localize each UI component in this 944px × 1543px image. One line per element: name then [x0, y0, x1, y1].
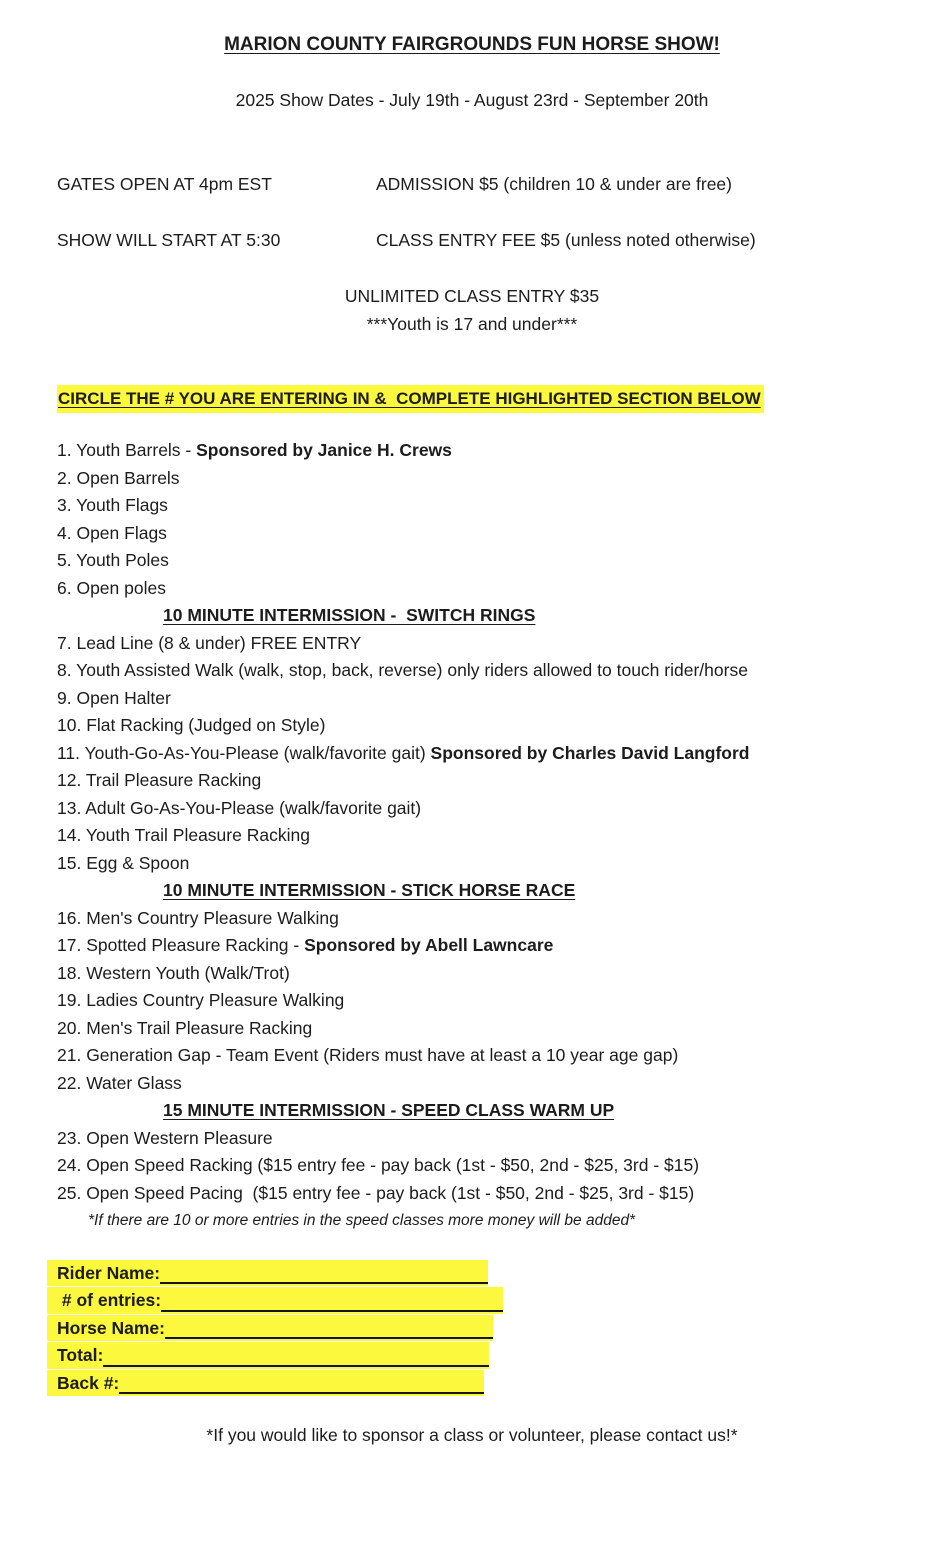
form-field-blank-line — [165, 1315, 493, 1340]
youth-age-line: ***Youth is 17 and under*** — [366, 314, 578, 334]
class-list-item — [57, 1042, 944, 1070]
form-field-row — [47, 1260, 488, 1287]
intermission-text: 15 MINUTE INTERMISSION - SPEED CLASS WARM UP — [163, 1100, 615, 1120]
class-list — [57, 437, 944, 1235]
class-item-text: 10. Flat Racking (Judged on Style) — [57, 715, 326, 735]
class-list-item — [57, 987, 944, 1015]
class-list-item — [57, 932, 944, 960]
flyer-page — [0, 33, 944, 1543]
entry-form — [47, 1260, 944, 1397]
class-list-item — [57, 657, 944, 685]
page-title: MARION COUNTY FAIRGROUNDS FUN HORSE SHOW! — [224, 34, 720, 55]
class-list-item — [57, 960, 944, 988]
form-field-blank-line — [119, 1370, 484, 1395]
form-field-label: Back #: — [57, 1372, 120, 1393]
class-item-text: 13. Adult Go-As-You-Please (walk/favorite gait) — [57, 797, 422, 818]
class-list-item — [57, 685, 944, 713]
class-list-item — [57, 1152, 944, 1180]
class-list-item — [57, 547, 944, 575]
class-list-item — [57, 822, 944, 850]
class-item-text: 8. Youth Assisted Walk (walk, stop, back, reverse) only riders allowed to touch rider/horse — [57, 660, 748, 680]
class-item-text: 17. Spotted Pleasure Racking - — [57, 935, 305, 955]
info-row — [57, 228, 944, 252]
class-list-item — [57, 630, 944, 658]
info-right-cell: CLASS ENTRY FEE $5 (unless noted otherwise) — [376, 230, 756, 250]
class-item-text: 23. Open Western Pleasure — [57, 1127, 273, 1148]
class-item-sponsor: Sponsored by Janice H. Crews — [196, 440, 452, 460]
intermission-heading — [163, 602, 944, 630]
form-field-label: Horse Name: — [57, 1317, 165, 1338]
info-left-cell: SHOW WILL START AT 5:30 — [57, 230, 281, 250]
unlimited-entry-line: UNLIMITED CLASS ENTRY $35 — [344, 286, 600, 306]
class-item-text: 6. Open poles — [57, 577, 166, 598]
form-field-label: # of entries: — [57, 1290, 162, 1310]
footer-note: *If you would like to sponsor a class or volunteer, please contact us!* — [206, 1425, 738, 1445]
class-item-text: 9. Open Halter — [57, 687, 171, 708]
intermission-heading — [163, 877, 944, 905]
info-table — [57, 172, 944, 252]
info-right-cell: ADMISSION $5 (children 10 & under are free) — [376, 174, 732, 194]
class-list-item — [57, 520, 944, 548]
class-list-item — [57, 767, 944, 795]
class-item-text: 19. Ladies Country Pleasure Walking — [57, 990, 345, 1010]
class-list-item — [57, 492, 944, 520]
class-item-text: 15. Egg & Spoon — [57, 852, 190, 873]
form-field-blank-line — [160, 1260, 488, 1285]
class-item-text: 24. Open Speed Racking ($15 entry fee - pay back (1st - $50, 2nd - $25, 3rd - $15) — [57, 1155, 700, 1175]
form-field-label: Rider Name: — [57, 1262, 161, 1283]
info-row — [57, 172, 944, 196]
class-list-item — [57, 850, 944, 878]
class-item-text: 5. Youth Poles — [57, 550, 169, 570]
class-item-text: 4. Open Flags — [57, 522, 167, 543]
class-list-item — [57, 1070, 944, 1098]
class-list-item — [57, 437, 944, 465]
class-list-item — [57, 1015, 944, 1043]
instruction-wrap — [57, 385, 944, 413]
class-list-item — [57, 740, 944, 768]
intermission-text: 10 MINUTE INTERMISSION - SWITCH RINGS — [163, 605, 536, 625]
class-list-item — [57, 1180, 944, 1208]
class-list-item — [57, 795, 944, 823]
class-item-text: 16. Men's Country Pleasure Walking — [57, 907, 339, 928]
form-field-row — [47, 1287, 503, 1314]
class-list-item — [57, 905, 944, 933]
class-list-item — [57, 712, 944, 740]
class-list-item — [57, 1125, 944, 1153]
class-list-item — [57, 465, 944, 493]
class-item-text: 18. Western Youth (Walk/Trot) — [57, 962, 290, 983]
class-item-text: 22. Water Glass — [57, 1072, 182, 1093]
form-field-blank-line — [161, 1287, 503, 1312]
class-item-text: 25. Open Speed Pacing ($15 entry fee - pay back (1st - $50, 2nd - $25, 3rd - $15) — [57, 1182, 695, 1203]
form-field-label: Total: — [57, 1345, 104, 1365]
highlighted-instruction: CIRCLE THE # YOU ARE ENTERING IN & COMPLETE HIGHLIGHTED SECTION BELOW — [57, 385, 764, 413]
form-field-row — [47, 1315, 493, 1342]
info-left-cell: GATES OPEN AT 4pm EST — [57, 174, 272, 194]
class-item-text: 3. Youth Flags — [57, 495, 168, 515]
class-item-sponsor: Sponsored by Abell Lawncare — [304, 935, 554, 955]
speed-class-note: *If there are 10 or more entries in the speed classes more money will be added* — [88, 1212, 636, 1229]
class-item-text: 12. Trail Pleasure Racking — [57, 770, 262, 790]
class-item-text: 21. Generation Gap - Team Event (Riders must have at least a 10 year age gap) — [57, 1045, 679, 1065]
class-item-text: 11. Youth-Go-As-You-Please (walk/favorite gait) — [57, 742, 431, 763]
form-field-row — [47, 1370, 484, 1397]
class-item-text: 14. Youth Trail Pleasure Racking — [57, 825, 310, 845]
class-item-text: 1. Youth Barrels - — [57, 440, 197, 460]
class-item-text: 2. Open Barrels — [57, 467, 180, 488]
class-list-item — [57, 575, 944, 603]
class-item-sponsor: Sponsored by Charles David Langford — [430, 742, 750, 763]
form-field-blank-line — [103, 1342, 489, 1367]
intermission-text: 10 MINUTE INTERMISSION - STICK HORSE RACE — [163, 880, 576, 900]
form-field-row — [47, 1342, 489, 1369]
class-item-text: 7. Lead Line (8 & under) FREE ENTRY — [57, 632, 362, 653]
show-dates-line: 2025 Show Dates - July 19th - August 23rd - September 20th — [235, 90, 709, 110]
class-item-text: 20. Men's Trail Pleasure Racking — [57, 1017, 313, 1038]
intermission-heading — [163, 1097, 944, 1125]
